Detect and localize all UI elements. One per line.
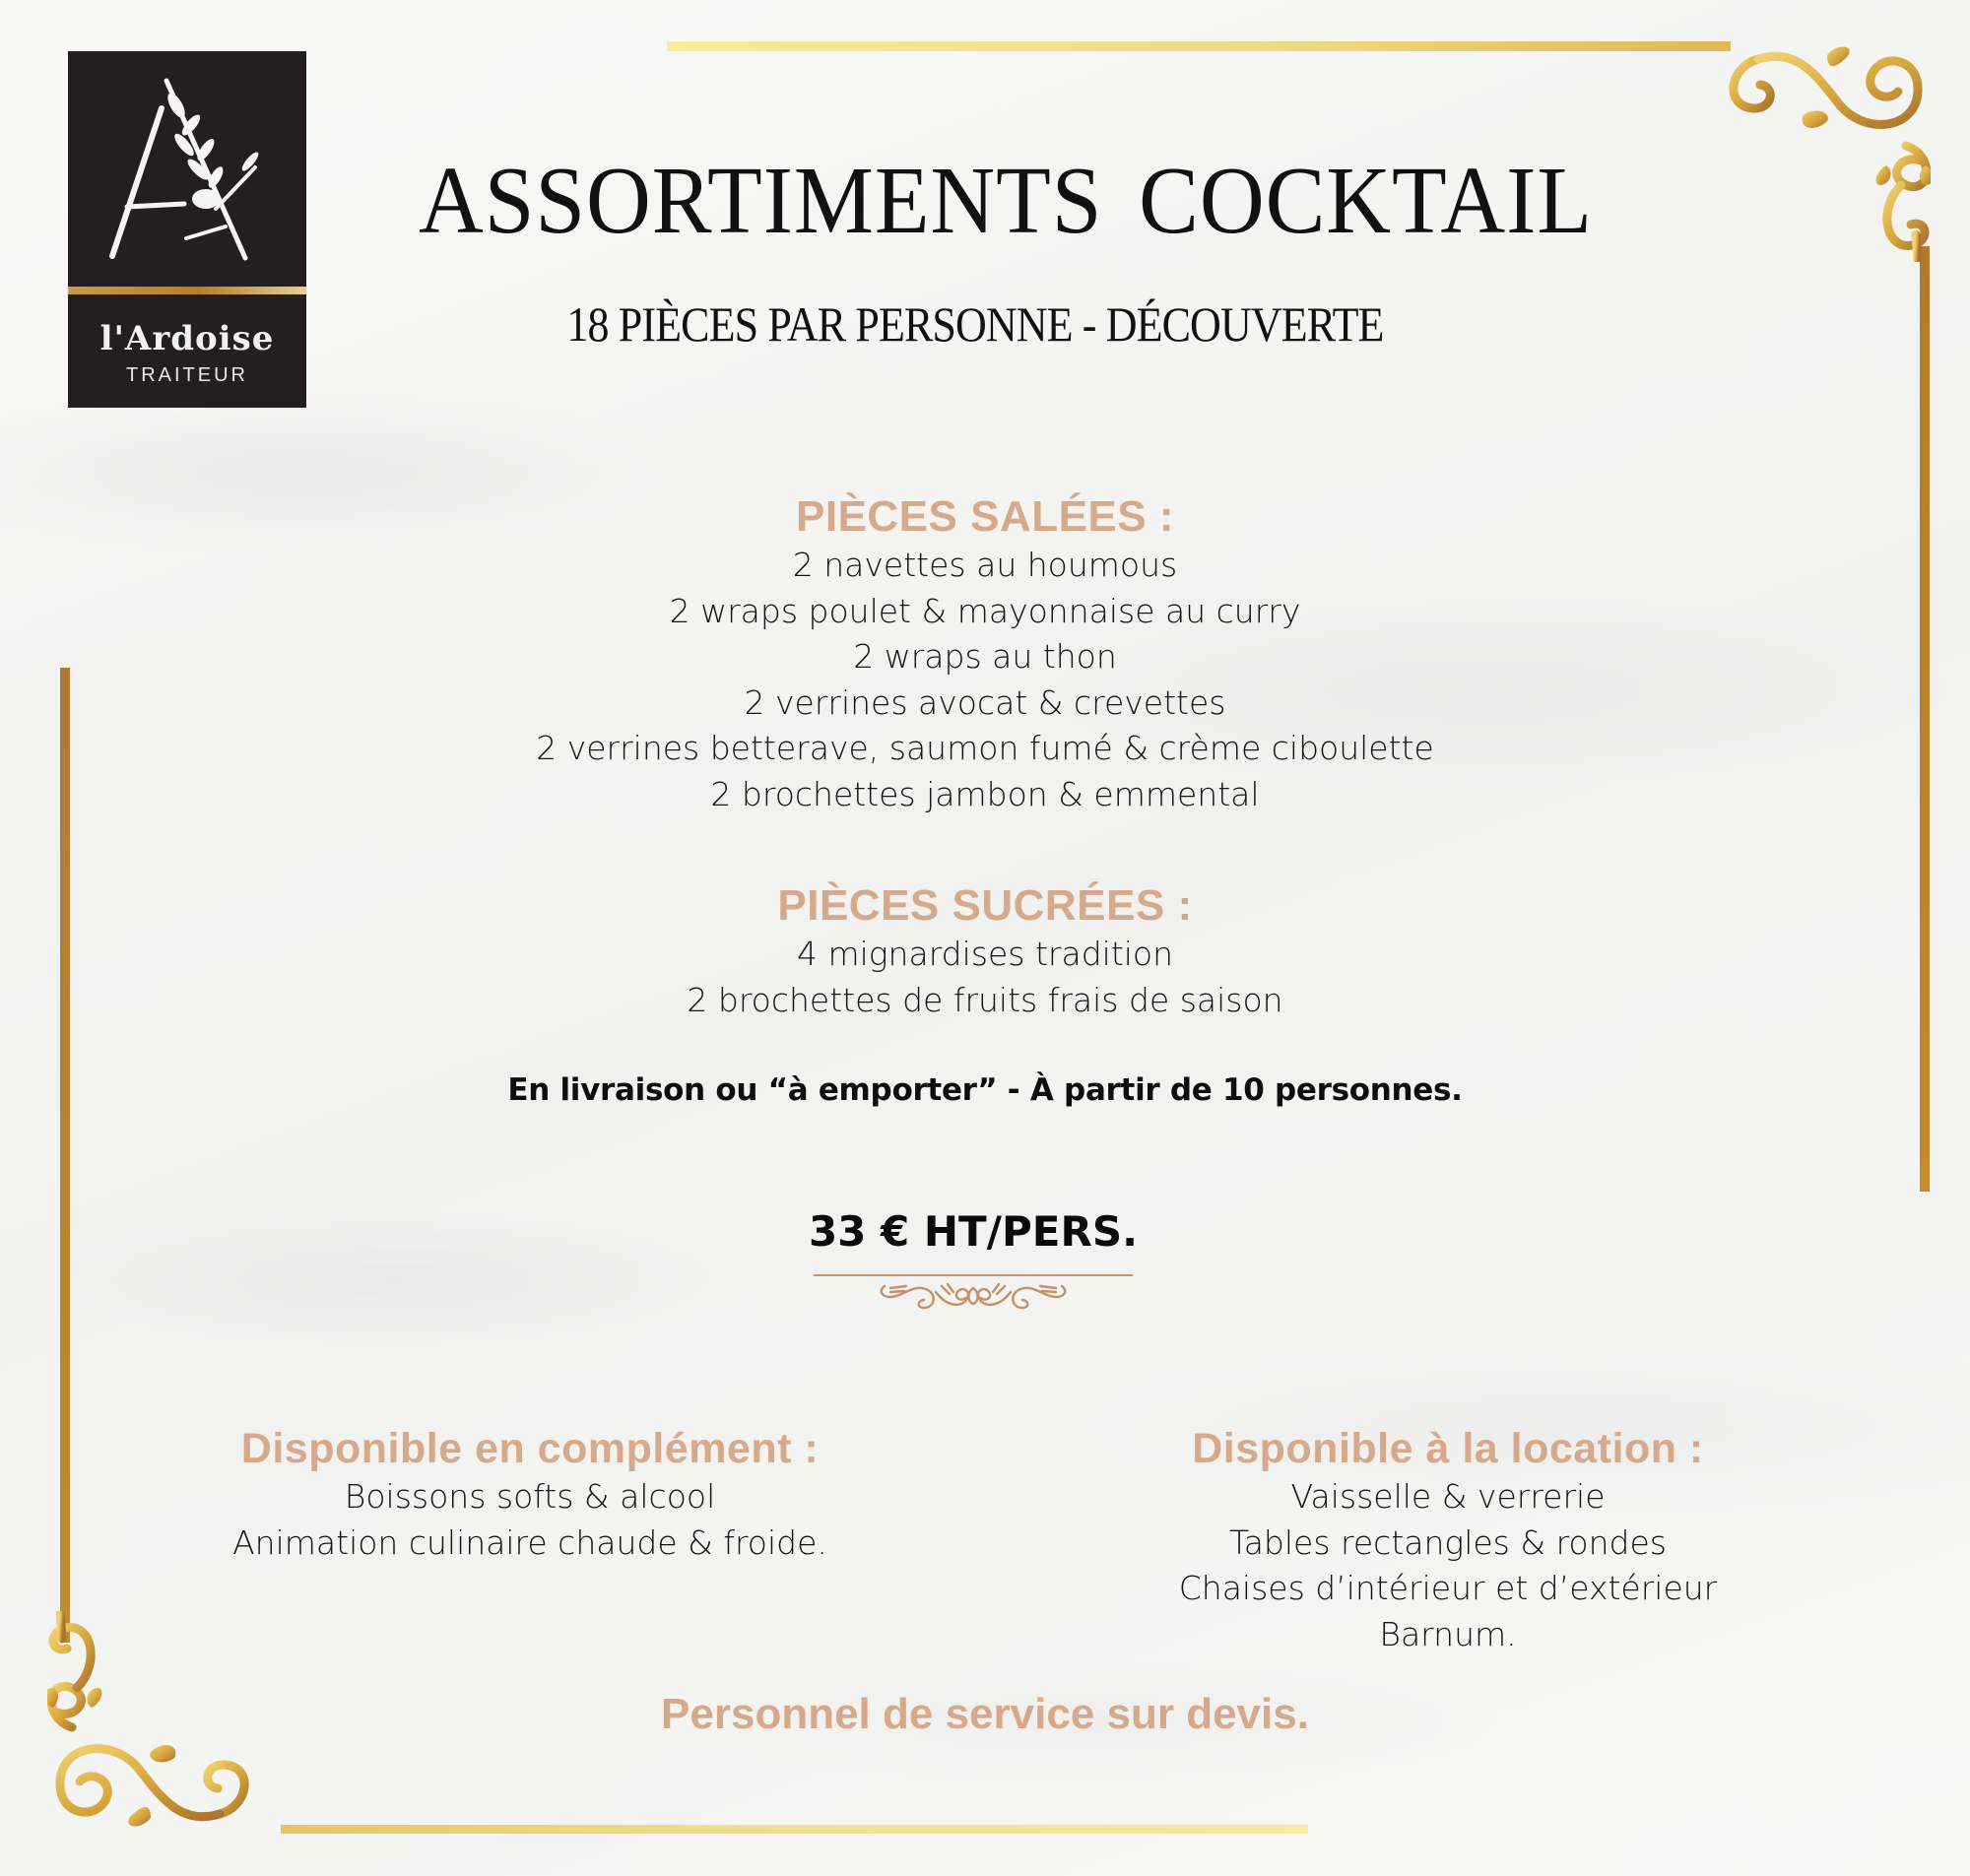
page-subtitle: 18 PIÈCES PAR PERSONNE - DÉCOUVERTE — [566, 296, 1384, 352]
list-item: 2 brochettes de fruits frais de saison — [687, 980, 1283, 1019]
frame-line-top — [667, 41, 1731, 51]
list-item: 2 wraps poulet & mayonnaise au curry — [669, 591, 1301, 630]
savory-heading: PIÈCES SALÉES : — [795, 492, 1175, 541]
list-item: 2 verrines avocat & crevettes — [744, 682, 1226, 722]
list-item: Animation culinaire chaude & froide. — [232, 1522, 827, 1562]
frame-line-right — [1920, 246, 1930, 1192]
delivery-note: En livraison ou “à emporter” - À partir de 10 personnes. — [507, 1072, 1463, 1108]
logo-gold-band — [68, 287, 306, 294]
savory-section — [394, 491, 1576, 817]
list-item: 2 brochettes jambon & emmental — [710, 774, 1260, 813]
brand-logo — [68, 51, 306, 408]
list-item: 2 navettes au houmous — [792, 546, 1178, 584]
page-title: ASSORTIMENTS COCKTAIL — [418, 148, 1593, 254]
rental-heading: Disponible à la location : — [1192, 1425, 1704, 1472]
brand-name: l'Ardoise — [99, 319, 275, 358]
list-item: Vaisselle & verrerie — [1290, 1477, 1606, 1516]
frame-line-bottom — [281, 1825, 1308, 1834]
rental-section — [1103, 1423, 1793, 1657]
list-item: 4 mignardises tradition — [796, 935, 1174, 973]
extras-section — [185, 1423, 875, 1566]
corner-flourish-top-right-icon — [1689, 37, 1931, 262]
corner-flourish-bottom-left-icon — [47, 1611, 289, 1836]
list-item: Barnum. — [1379, 1614, 1517, 1653]
branch-letter-a-icon — [68, 51, 306, 288]
price-divider-line — [814, 1274, 1133, 1276]
scroll-divider-icon — [877, 1278, 1070, 1314]
frame-line-left — [60, 668, 70, 1643]
list-item: Tables rectangles & rondes — [1229, 1522, 1667, 1562]
list-item: 2 verrines betterave, saumon fumé & crème ciboulette — [536, 729, 1434, 767]
sweet-heading: PIÈCES SUCRÉES : — [777, 881, 1193, 930]
service-staff-note: Personnel de service sur devis. — [661, 1690, 1309, 1738]
sweet-section — [394, 880, 1576, 1023]
list-item: Boissons softs & alcool — [344, 1477, 716, 1516]
extras-heading: Disponible en complément : — [240, 1425, 820, 1472]
brand-tagline: TRAITEUR — [126, 364, 248, 386]
list-item: Chaises d’intérieur et d’extérieur — [1178, 1569, 1718, 1607]
list-item: 2 wraps au thon — [853, 637, 1117, 676]
price-label: 33 € HT/PERS. — [808, 1207, 1139, 1256]
